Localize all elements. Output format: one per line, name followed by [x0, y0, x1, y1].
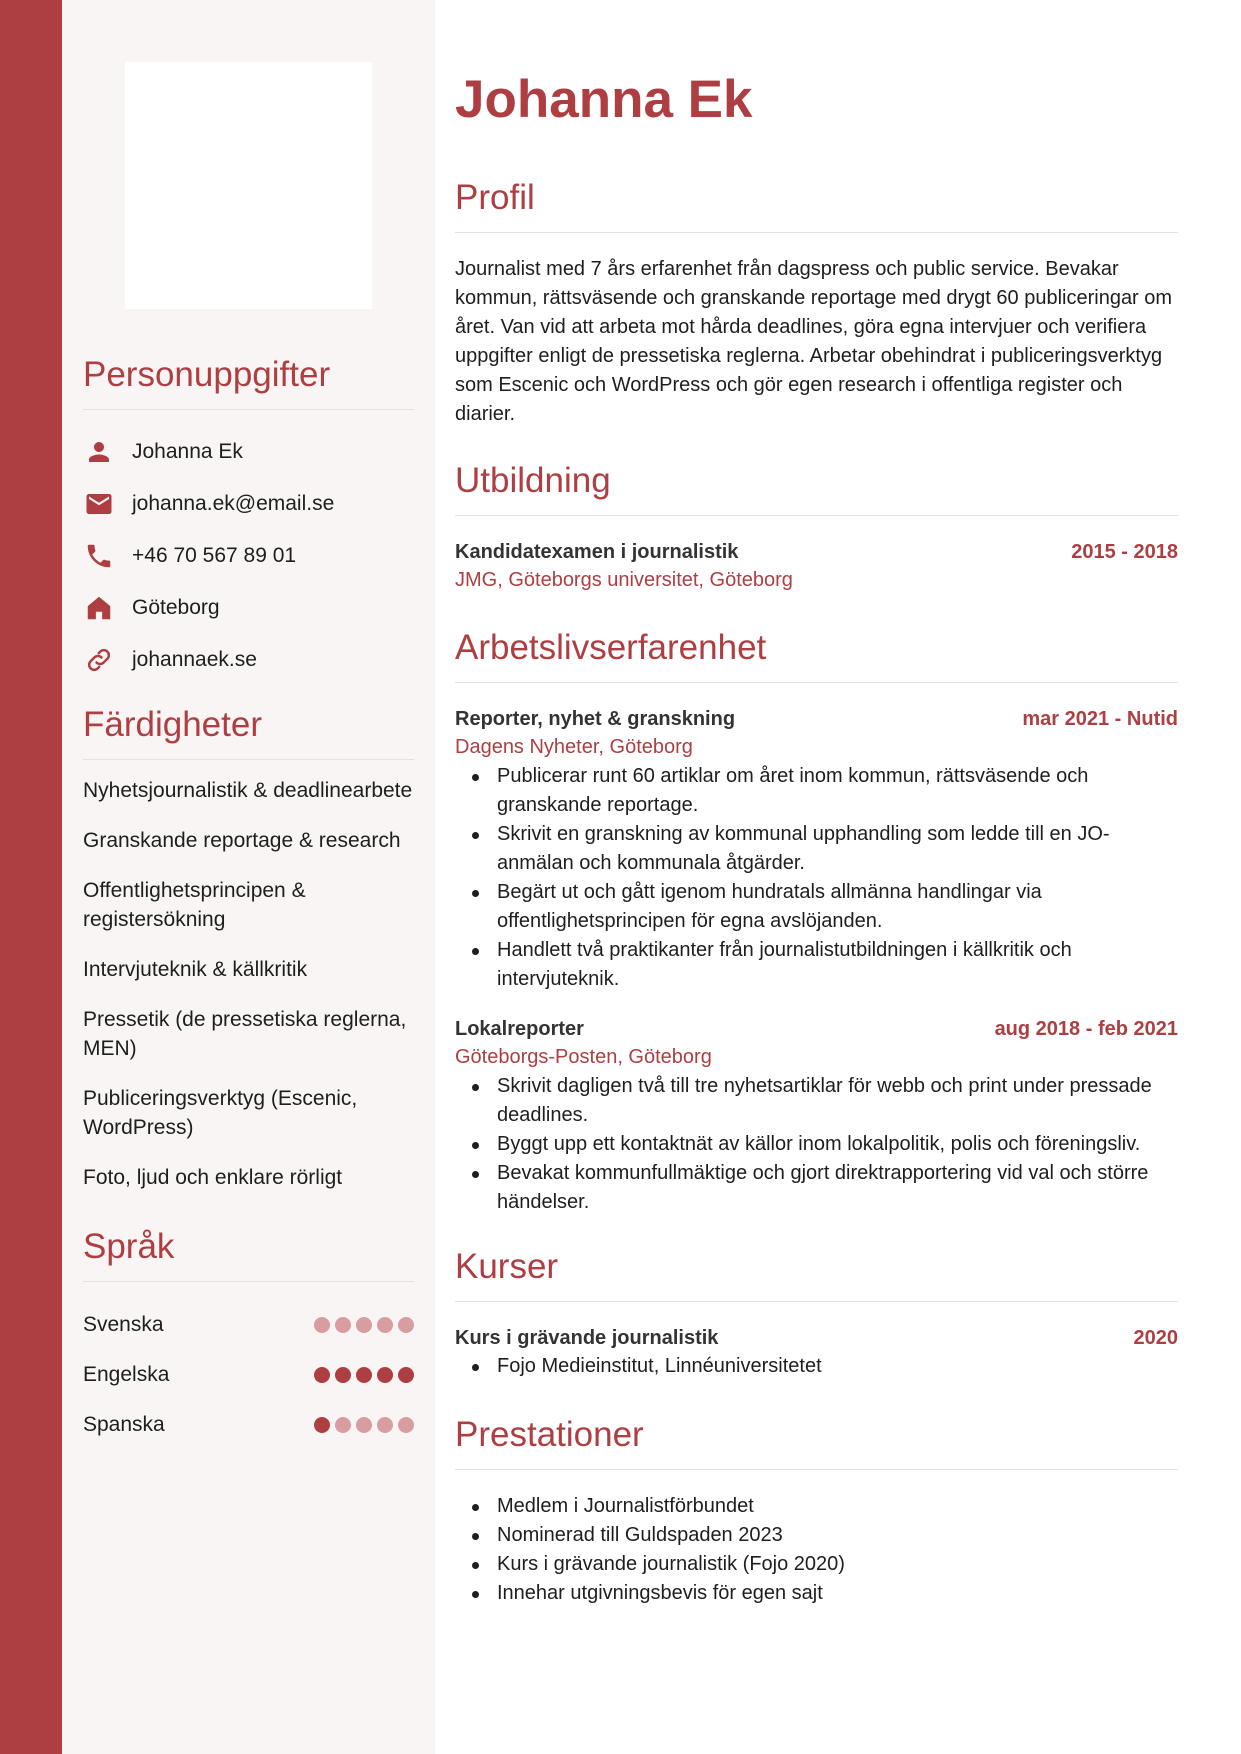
job-bullet: Publicerar runt 60 artiklar om året inom kommun, rättsväsende och granskande reportage. [455, 762, 1178, 820]
skill-item: Intervjuteknik & källkritik [83, 958, 308, 981]
divider [83, 759, 414, 760]
link-icon [83, 644, 115, 676]
job-org: Göteborgs-Posten, Göteborg [455, 1046, 712, 1068]
personal-section [83, 355, 414, 686]
skill-item: Offentlighetsprincipen & registersökning [83, 879, 306, 931]
level-dot [356, 1417, 372, 1433]
divider [455, 682, 1178, 683]
languages-section [83, 1227, 414, 1450]
job-bullet: Skrivit en granskning av kommunal upphandling som ledde till en JO-anmälan och kommunala åtgärder. [455, 820, 1178, 878]
job-role: Reporter, nyhet & granskning [455, 708, 736, 730]
skill-item: Publiceringsverktyg (Escenic, WordPress) [83, 1087, 358, 1139]
job-bullet: Byggt upp ett kontaktnät av källor inom lokalpolitik, polis och föreningsliv. [455, 1130, 1178, 1159]
languages-title: Språk [83, 1227, 175, 1266]
contact-email-value[interactable]: johanna.ek@email.se [132, 492, 335, 515]
language-level [314, 1317, 414, 1333]
achievements-section [455, 1415, 1178, 1608]
course-entry [455, 1324, 1178, 1381]
person-icon [83, 436, 115, 468]
job-org: Dagens Nyheter, Göteborg [455, 736, 693, 758]
level-dot [398, 1417, 414, 1433]
education-entry [455, 538, 1178, 595]
level-dot [377, 1317, 393, 1333]
experience-title: Arbetslivserfarenhet [455, 628, 767, 667]
level-dot [314, 1417, 330, 1433]
contact-phone-value: +46 70 567 89 01 [132, 544, 297, 567]
contact-city-value: Göteborg [132, 596, 220, 619]
job-entry [455, 705, 1178, 994]
divider [455, 1301, 1178, 1302]
job-bullet: Handlett två praktikanter från journalistutbildningen i källkritik och intervjuteknik. [455, 936, 1178, 994]
courses-title: Kurser [455, 1247, 559, 1286]
contact-name [83, 426, 414, 478]
profile-photo-placeholder [125, 62, 372, 309]
contact-website [83, 634, 414, 686]
school: JMG, Göteborgs universitet, Göteborg [455, 569, 793, 591]
level-dot [356, 1317, 372, 1333]
job-bullet: Skrivit dagligen två till tre nyhetsartiklar för webb och print under pressade deadlines. [455, 1072, 1178, 1130]
profile-title: Profil [455, 178, 535, 217]
job-dates: aug 2018 - feb 2021 [994, 1018, 1178, 1040]
achievement-item: Innehar utgivningsbevis för egen sajt [455, 1579, 1178, 1608]
personal-title: Personuppgifter [83, 355, 331, 394]
accent-stripe [0, 0, 62, 1754]
achievements-title: Prestationer [455, 1415, 644, 1454]
divider [455, 232, 1178, 233]
language-level [314, 1417, 414, 1433]
divider [455, 1469, 1178, 1470]
divider [455, 515, 1178, 516]
contact-city [83, 582, 414, 634]
level-dot [314, 1317, 330, 1333]
degree: Kandidatexamen i journalistik [455, 541, 739, 563]
course-bullet: Fojo Medieinstitut, Linnéuniversitetet [455, 1352, 1178, 1381]
language-level [314, 1367, 414, 1383]
education-dates: 2015 - 2018 [1071, 541, 1178, 563]
contact-email [83, 478, 414, 530]
achievement-item: Kurs i grävande journalistik (Fojo 2020) [455, 1550, 1178, 1579]
level-dot [377, 1367, 393, 1383]
contact-website-value[interactable]: johannaek.se [132, 648, 257, 671]
course-year: 2020 [1133, 1327, 1178, 1349]
full-name: Johanna Ek [455, 70, 753, 129]
level-dot [314, 1367, 330, 1383]
achievement-item: Medlem i Journalistförbundet [455, 1492, 1178, 1521]
language-name: Engelska [83, 1363, 170, 1386]
level-dot [398, 1367, 414, 1383]
job-bullet: Begärt ut och gått igenom hundratals allmänna handlingar via offentlighetsprincipen för egna avslöjanden. [455, 878, 1178, 936]
language-name: Svenska [83, 1313, 164, 1336]
language-row [83, 1350, 414, 1400]
phone-icon [83, 540, 115, 572]
education-title: Utbildning [455, 461, 611, 500]
language-row [83, 1300, 414, 1350]
profile-section [455, 178, 1178, 429]
job-entry [455, 1015, 1178, 1217]
courses-section [455, 1247, 1178, 1381]
job-bullet: Bevakat kommunfullmäktige och gjort direktrapportering vid val och större händelser. [455, 1159, 1178, 1217]
profile-text: Journalist med 7 års erfarenhet från dagspress och public service. Bevakar kommun, rättsväsende och granskande reportage med drygt 60 publiceringar om året. Van vid att arbeta mot hårda deadlines, göra egna intervjuer och verifiera uppgifter enligt de pressetiska reglerna. Arbetar obehindrat i publiceringsverktyg som Escenic och WordPress och gör egen research i offentliga register och diarier. [455, 258, 1173, 425]
skills-section [83, 705, 414, 1213]
skills-title: Färdigheter [83, 705, 262, 744]
divider [83, 1281, 414, 1282]
achievement-item: Nominerad till Guldspaden 2023 [455, 1521, 1178, 1550]
level-dot [356, 1367, 372, 1383]
education-section [455, 461, 1178, 595]
level-dot [335, 1367, 351, 1383]
course-name: Kurs i grävande journalistik [455, 1327, 719, 1349]
job-role: Lokalreporter [455, 1018, 584, 1040]
language-name: Spanska [83, 1413, 165, 1436]
level-dot [398, 1317, 414, 1333]
divider [83, 409, 414, 410]
skill-item: Nyhetsjournalistik & deadlinearbete [83, 779, 413, 802]
level-dot [377, 1417, 393, 1433]
home-icon [83, 592, 115, 624]
contact-name-value: Johanna Ek [132, 440, 243, 463]
skill-item: Granskande reportage & research [83, 829, 401, 852]
skill-item: Foto, ljud och enklare rörligt [83, 1166, 343, 1189]
contact-phone [83, 530, 414, 582]
job-dates: mar 2021 - Nutid [1022, 708, 1178, 730]
experience-section [455, 628, 1178, 1217]
skill-item: Pressetik (de pressetiska reglerna, MEN) [83, 1008, 407, 1060]
language-row [83, 1400, 414, 1450]
mail-icon [83, 488, 115, 520]
level-dot [335, 1417, 351, 1433]
level-dot [335, 1317, 351, 1333]
